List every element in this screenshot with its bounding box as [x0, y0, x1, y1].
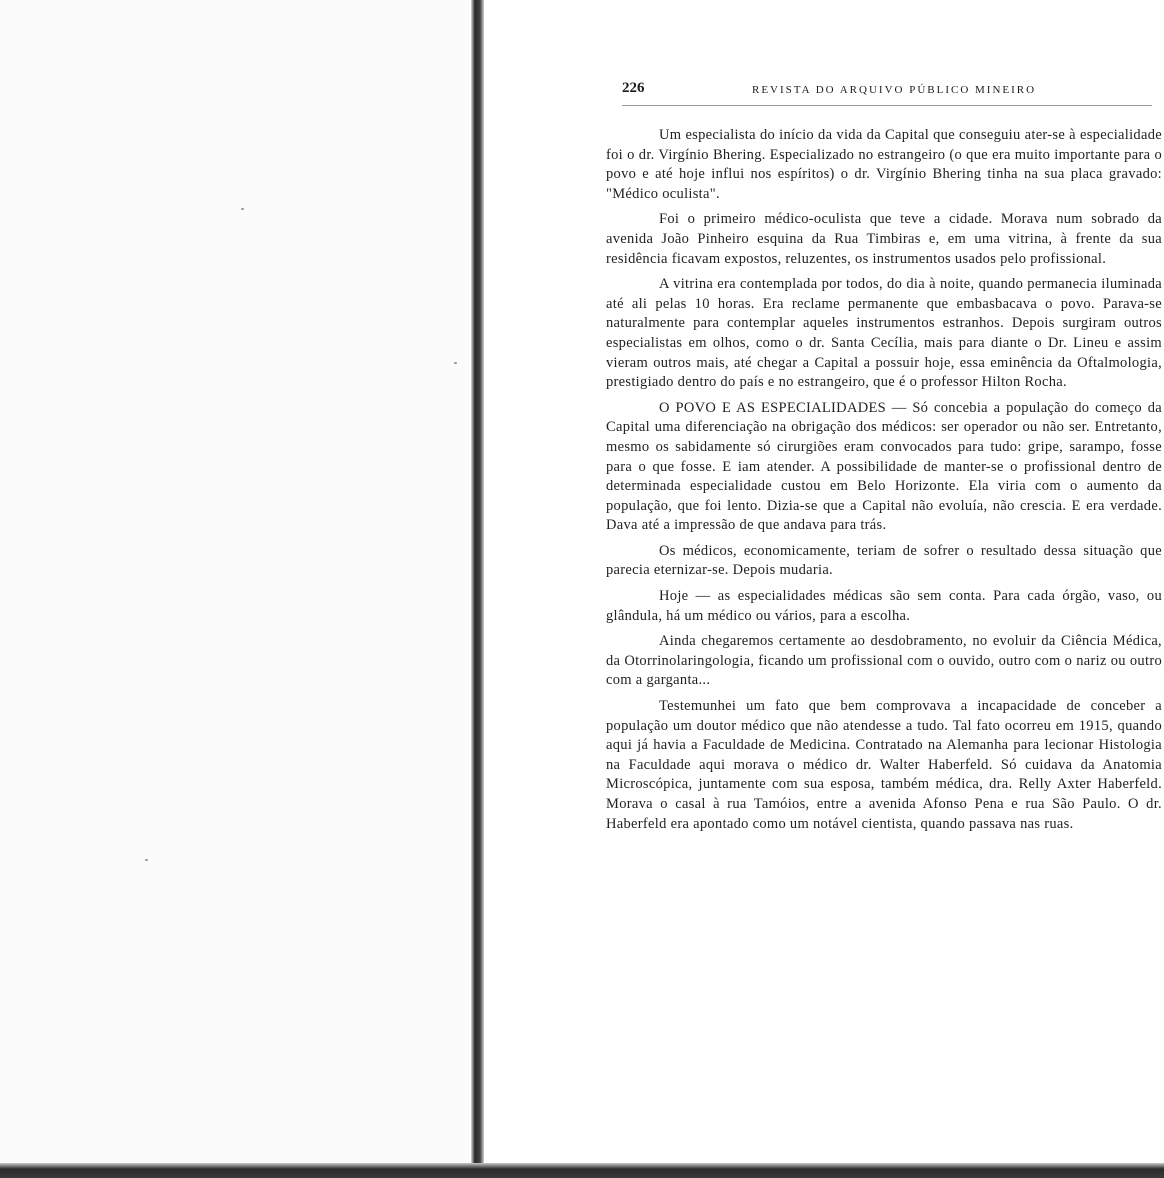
paragraph: Os médicos, economicamente, teriam de sofrer o resultado dessa situação que parecia eternizar-se. Depois mudaria.: [606, 542, 1162, 579]
paragraph: O POVO E AS ESPECIALIDADES — Só concebia a população do começo da Capital uma diferenciação na obrigação dos médicos: ser operador ou não ser. Entretanto, mesmo os sabidamente só cirurgiões eram convocados para tudo: gripe, sarampo, fosse para o que fosse. E iam atender. A possibilidade de manter-se o profissional dentro de determinada especialidade custou em Belo Horizonte. Ela viria com o aumento da população, que foi lento. Dizia-se que a Capital não evoluía, não crescia. E era verdade. Dava até a impressão de que andava para trás.: [606, 399, 1162, 534]
dust-speck: [145, 859, 148, 861]
book-gutter: [471, 0, 484, 1165]
paragraph: Um especialista do início da vida da Capital que conseguiu ater-se à especialidade foi o dr. Virgínio Bhering. Especializado no estrangeiro (o que era muito importante para o povo e até hoje influi nos espíritos) o dr. Virgínio Bhering tinha na sua placa gravado: "Médico oculista".: [606, 127, 1162, 202]
dust-speck: [454, 362, 457, 364]
page-bottom-edge: [0, 1163, 1164, 1178]
article-body: [606, 126, 1162, 840]
page-header: [622, 78, 1152, 104]
left-blank-page: [0, 0, 470, 1165]
header-rule: [622, 105, 1152, 106]
paragraph: Hoje — as especialidades médicas são sem conta. Para cada órgão, vaso, ou glândula, há um médico ou vários, para a escolha.: [606, 588, 1162, 624]
paragraph: A vitrina era contemplada por todos, do dia à noite, quando permanecia iluminada até ali pelas 10 horas. Era reclame permanente que embasbacava o povo. Parava-se naturalmente para contemplar aqueles instrumentos estranhos. Depois surgiram outros especialistas em olhos, como o dr. Santa Cecília, mais para diante o Dr. Lineu e assim vieram outros mais, até chegar a Capital a possuir hoje, essa eminência da Oftalmologia, prestigiado dentro do país e no estrangeiro, que é o professor Hilton Rocha.: [606, 276, 1162, 391]
dust-speck: [241, 208, 244, 210]
paragraph: Ainda chegaremos certamente ao desdobramento, no evoluir da Ciência Médica, da Otorrinolaringologia, ficando um profissional com o ouvido, outro com o nariz ou outro com a garganta...: [606, 633, 1162, 689]
paragraph: Foi o primeiro médico-oculista que teve a cidade. Morava num sobrado da avenida João Pinheiro esquina da Rua Timbiras e, em uma vitrina, à frente da sua residência ficavam expostos, reluzentes, os instrumentos usados pelo profissional.: [606, 211, 1162, 267]
right-page: [484, 0, 1164, 1163]
paragraph: Testemunhei um fato que bem comprovava a incapacidade de conceber a população um doutor médico que não atendesse a tudo. Tal fato ocorreu em 1915, quando aqui já havia a Faculdade de Medicina. Contratado na Alemanha para lecionar Histologia na Faculdade aqui morava o médico dr. Walter Haberfeld. Só cuidava da Anatomia Microscópica, juntamente com sua esposa, também médica, dra. Relly Axter Haberfeld. Morava o casal à rua Tamóios, entre a avenida Afonso Pena e rua São Paulo. O dr. Haberfeld era apontado como um notável cientista, quando passava nas ruas.: [606, 698, 1162, 832]
running-title: REVISTA DO ARQUIVO PÚBLICO MINEIRO: [752, 84, 1037, 96]
page-number: 226: [622, 80, 645, 96]
